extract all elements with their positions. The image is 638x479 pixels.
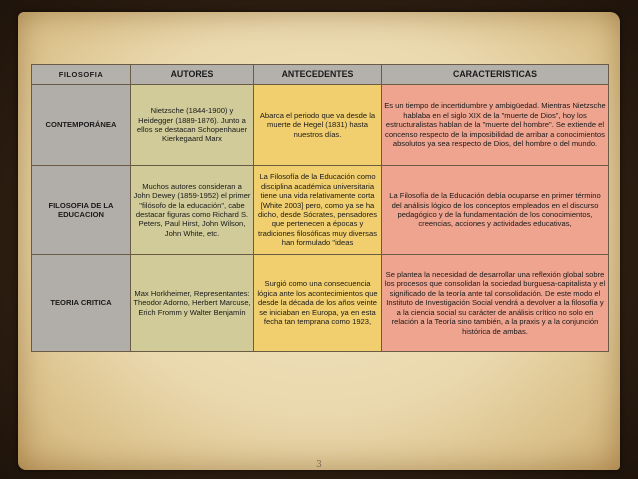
- row-autores: Nietzsche (1844-1900) y Heidegger (1889-1876). Junto a ellos se destacan Schopenhauer Kierkegaard Marx: [131, 85, 254, 166]
- row-autores: Muchos autores consideran a John Dewey (1859-1952) el primer "filósofo de la educación", cabe destacar figuras como Richard S. Peters, Paul Hirst, John Wilson, John White, etc.: [131, 166, 254, 255]
- row-caracteristicas: La Filosofía de la Educación debía ocuparse en primer término del análisis lógico de los conceptos empleados en el discurso pedagógico y de la fundamentación de los conocimientos, creencias, acciones y actividades educativas,: [382, 166, 609, 255]
- table-row: [32, 255, 609, 352]
- row-antecedentes: La Filosofía de la Educación como disciplina académica universitaria tiene una vida relativamente corta [White 2003] pero, como ya se ha dicho, desde Sócrates, pensadores que pertenecen a épocas y tradiciones filosóficas muy diversas han formulado "ideas: [254, 166, 382, 255]
- page-number: 3: [316, 460, 322, 470]
- row-caracteristicas: Es un tiempo de incertidumbre y ambigüedad. Mientras Nietzsche hablaba en el siglo XIX de la "muerte de Dios", hoy los estructuralistas hablan de la "muerte del hombre". Se extiende el concenso respecto de la imposibilidad de arribar a conocimientos absolutos ya sea respecto de Dios, del hombre o del mundo.: [382, 85, 609, 166]
- row-antecedentes: Surgió como una consecuencia lógica ante los acontecimientos que desde la década de los años veinte se iniciaban en Europa, ya en esta fecha tan temprana como 1923,: [254, 255, 382, 352]
- row-caracteristicas: Se plantea la necesidad de desarrollar una reflexión global sobre los procesos que consolidan la sociedad burguesa-capitalista y el significado de la teoría ante tal consolidación. De este modo el Instituto de Investigación Social vendrá a devolver a la filosofía y a la ciencia social su carácter de análisis crítico no solo en relación a la Teoría sino también, a la praxis y a la conjunción histórica de ambas.: [382, 255, 609, 352]
- row-autores: Max Horkheimer, Representantes: Theodor Adorno, Herbert Marcuse, Erich Fromm y Walter Benjamín: [131, 255, 254, 352]
- table-header-row: [32, 65, 609, 85]
- row-antecedentes: Abarca el periodo que va desde la muerte de Hegel (1831) hasta nuestros días.: [254, 85, 382, 166]
- row-filosofia: FILOSOFIA DE LA EDUCACION: [32, 166, 131, 255]
- header-antecedentes: ANTECEDENTES: [254, 65, 382, 85]
- table-row: [32, 85, 609, 166]
- header-caracteristicas: CARACTERISTICAS: [382, 65, 609, 85]
- philosophy-table: [31, 64, 609, 352]
- table-row: [32, 166, 609, 255]
- header-filosofia: FILOSOFIA: [32, 65, 131, 85]
- row-filosofia: CONTEMPORÁNEA: [32, 85, 131, 166]
- header-autores: AUTORES: [131, 65, 254, 85]
- row-filosofia: TEORIA CRITICA: [32, 255, 131, 352]
